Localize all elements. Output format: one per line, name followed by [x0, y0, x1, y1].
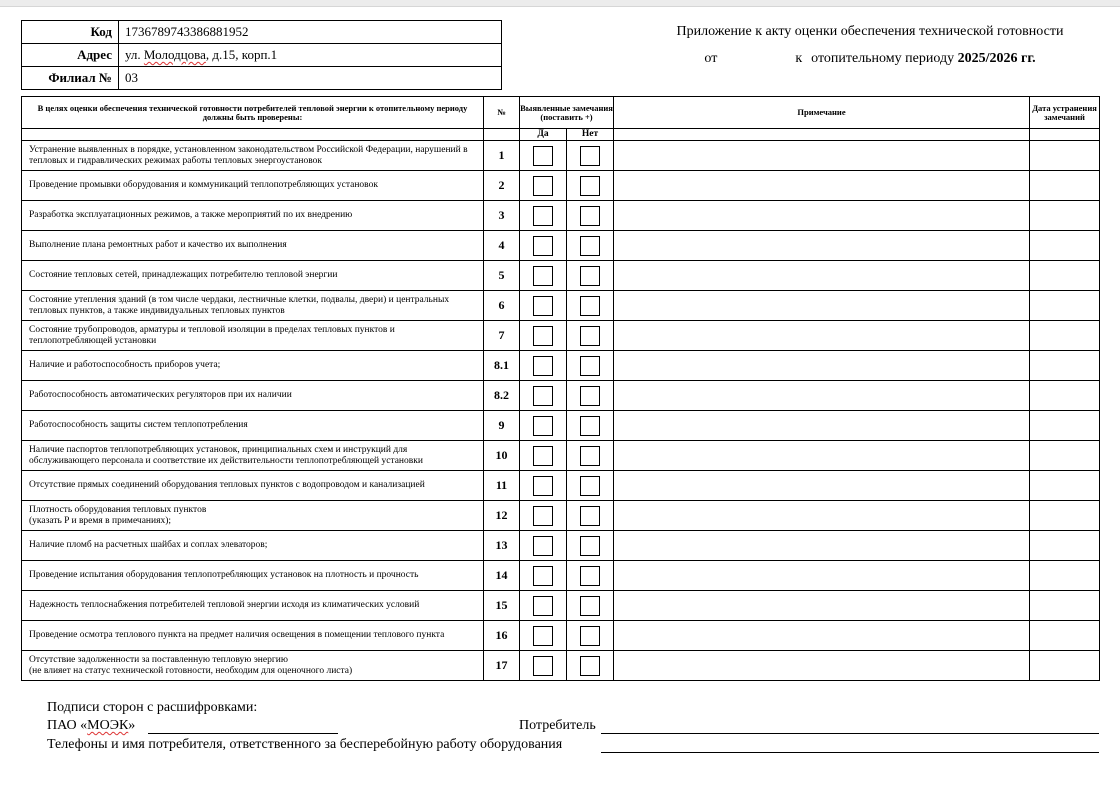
table-row	[22, 141, 1100, 171]
consumer-signature-line[interactable]	[601, 733, 1099, 734]
table-row	[22, 621, 1100, 651]
check-description	[22, 651, 484, 681]
checkbox-no[interactable]	[580, 656, 600, 676]
fix-date-cell[interactable]	[1030, 531, 1100, 561]
check-description-text: Наличие пломб на расчетных шайбах и соплах элеваторов;	[29, 540, 268, 550]
table-row	[22, 351, 1100, 381]
checkbox-yes[interactable]	[533, 296, 553, 316]
cell-yes	[520, 291, 567, 321]
check-number: 4	[484, 231, 520, 261]
table-row	[22, 411, 1100, 441]
org-name-text: МОЭК	[87, 718, 129, 733]
cell-yes	[520, 471, 567, 501]
cell-yes	[520, 351, 567, 381]
check-description-text: Отсутствие прямых соединений оборудования тепловых пунктов с водопроводом и канализацией	[29, 480, 425, 490]
note-cell[interactable]	[614, 321, 1030, 351]
fix-date-cell[interactable]	[1030, 141, 1100, 171]
subheader-row	[22, 129, 1100, 141]
note-cell[interactable]	[614, 141, 1030, 171]
appendix-subtitle	[620, 51, 1120, 67]
header-no: Нет	[567, 129, 614, 141]
checkbox-yes[interactable]	[533, 326, 553, 346]
check-number: 11	[484, 471, 520, 501]
checkbox-no[interactable]	[580, 356, 600, 376]
check-number: 15	[484, 591, 520, 621]
fix-date-cell[interactable]	[1030, 501, 1100, 531]
checkbox-no[interactable]	[580, 566, 600, 586]
cell-no	[567, 561, 614, 591]
check-number: 12	[484, 501, 520, 531]
note-cell[interactable]	[614, 591, 1030, 621]
check-description-text: Проведение промывки оборудования и коммуникаций теплопотребляющих установок	[29, 180, 378, 190]
check-description	[22, 291, 484, 321]
appendix-period-years: 2025/2026 гг.	[957, 51, 1036, 66]
cell-yes	[520, 561, 567, 591]
signatures-title: Подписи сторон с расшифровками:	[47, 700, 258, 715]
code-label: Код	[22, 21, 119, 44]
check-description	[22, 141, 484, 171]
check-description-text: Надежность теплоснабжения потребителей тепловой энергии исходя из климатических условий	[29, 600, 420, 610]
checkbox-no[interactable]	[580, 266, 600, 286]
check-description	[22, 261, 484, 291]
cell-yes	[520, 201, 567, 231]
header-note: Примечание	[614, 97, 1030, 129]
cell-no	[567, 471, 614, 501]
check-number: 6	[484, 291, 520, 321]
note-cell[interactable]	[614, 651, 1030, 681]
checkbox-yes[interactable]	[533, 536, 553, 556]
fix-date-cell[interactable]	[1030, 231, 1100, 261]
cell-yes	[520, 651, 567, 681]
note-cell[interactable]	[614, 441, 1030, 471]
header-number: №	[484, 97, 520, 129]
check-description-text: Отсутствие задолженности за поставленную тепловую энергию	[29, 654, 288, 665]
checkbox-no[interactable]	[580, 326, 600, 346]
note-cell[interactable]	[614, 261, 1030, 291]
org-prefix: ПАО «	[47, 718, 88, 733]
check-description-text: Работоспособность автоматических регуляторов при их наличии	[29, 390, 292, 400]
table-row	[22, 441, 1100, 471]
fix-date-cell[interactable]	[1030, 291, 1100, 321]
checkbox-no[interactable]	[580, 596, 600, 616]
check-number: 10	[484, 441, 520, 471]
info-row-code	[22, 21, 502, 44]
fix-date-cell[interactable]	[1030, 471, 1100, 501]
header-check: В целях оценки обеспечения технической готовности потребителей тепловой энергии к отопительному периоду должны быть проверены:	[22, 97, 484, 129]
fix-date-cell[interactable]	[1030, 171, 1100, 201]
subheader-empty	[22, 129, 484, 141]
checkbox-no[interactable]	[580, 446, 600, 466]
checkbox-no[interactable]	[580, 386, 600, 406]
address-house: , д.15, корп.1	[205, 47, 278, 62]
checkbox-yes[interactable]	[533, 146, 553, 166]
check-description-text: Наличие паспортов теплопотребляющих установок, принципиальных схем и инструкций для обслуживающего персонала и соответствие их действительности теплопотребляющей установки	[29, 444, 423, 466]
cell-yes	[520, 621, 567, 651]
check-number: 8.2	[484, 381, 520, 411]
fix-date-cell[interactable]	[1030, 261, 1100, 291]
checkbox-no[interactable]	[580, 416, 600, 436]
cell-no	[567, 171, 614, 201]
table-row	[22, 201, 1100, 231]
check-description	[22, 411, 484, 441]
cell-yes	[520, 171, 567, 201]
checkbox-no[interactable]	[580, 626, 600, 646]
checkbox-yes[interactable]	[533, 476, 553, 496]
check-number: 8.1	[484, 351, 520, 381]
check-description-note: (не влияет на статус технической готовности, необходим для оценочного листа)	[29, 665, 353, 676]
checklist-table	[21, 96, 1100, 681]
phones-label: Телефоны и имя потребителя, ответственного за бесперебойную работу оборудования	[47, 737, 563, 752]
address-value	[119, 44, 502, 67]
cell-no	[567, 591, 614, 621]
window-top-edge	[0, 0, 1120, 7]
check-description	[22, 381, 484, 411]
cell-no	[567, 261, 614, 291]
check-description-text: Проведение испытания оборудования теплопотребляющих установок на плотность и прочность	[29, 570, 419, 580]
check-description	[22, 621, 484, 651]
checkbox-yes[interactable]	[533, 626, 553, 646]
checkbox-no[interactable]	[580, 206, 600, 226]
check-description-text: Плотность оборудования тепловых пунктов	[29, 504, 207, 515]
check-description	[22, 351, 484, 381]
fix-date-cell[interactable]	[1030, 621, 1100, 651]
fix-date-cell[interactable]	[1030, 351, 1100, 381]
checkbox-yes[interactable]	[533, 596, 553, 616]
note-cell[interactable]	[614, 471, 1030, 501]
cell-yes	[520, 261, 567, 291]
cell-yes	[520, 501, 567, 531]
header-row	[22, 97, 1100, 129]
check-number: 17	[484, 651, 520, 681]
check-description-note: (указать P и время в примечаниях);	[29, 515, 172, 526]
header-fix-date: Дата устранения замечаний	[1030, 97, 1100, 129]
checkbox-yes[interactable]	[533, 506, 553, 526]
note-cell[interactable]	[614, 231, 1030, 261]
checkbox-yes[interactable]	[533, 446, 553, 466]
check-description	[22, 171, 484, 201]
check-description-text: Работоспособность защиты систем теплопотребления	[29, 420, 248, 430]
note-cell[interactable]	[614, 381, 1030, 411]
cell-no	[567, 381, 614, 411]
fix-date-cell[interactable]	[1030, 321, 1100, 351]
note-cell[interactable]	[614, 411, 1030, 441]
check-description-text: Устранение выявленных в порядке, установленном законодательством Российской Федерации, нарушений в тепловых и гидравлических режимах работы тепловых энергоустановок	[29, 144, 468, 166]
check-description-text: Состояние утепления зданий (в том числе чердаки, лестничные клетки, подвалы, двери) и центральных тепловых пунктов, а также индивидуальных тепловых пунктов	[29, 294, 450, 316]
fix-date-cell[interactable]	[1030, 201, 1100, 231]
cell-no	[567, 501, 614, 531]
checkbox-no[interactable]	[580, 296, 600, 316]
info-row-address	[22, 44, 502, 67]
consumer-label: Потребитель	[519, 718, 596, 733]
info-table	[21, 20, 502, 90]
table-row	[22, 531, 1100, 561]
check-description	[22, 471, 484, 501]
appendix-period-text: отопительному периоду	[811, 51, 955, 66]
cell-no	[567, 651, 614, 681]
cell-yes	[520, 531, 567, 561]
cell-no	[567, 621, 614, 651]
table-row	[22, 561, 1100, 591]
check-description	[22, 201, 484, 231]
cell-no	[567, 411, 614, 441]
note-cell[interactable]	[614, 351, 1030, 381]
org-signature-line[interactable]	[148, 733, 338, 734]
cell-no	[567, 321, 614, 351]
branch-value: 03	[119, 67, 502, 90]
address-street-name: Молодцова	[143, 47, 206, 62]
check-description-text: Выполнение плана ремонтных работ и качество их выполнения	[29, 240, 287, 250]
checkbox-yes[interactable]	[533, 416, 553, 436]
checkbox-yes[interactable]	[533, 386, 553, 406]
check-number: 2	[484, 171, 520, 201]
check-description	[22, 531, 484, 561]
table-row	[22, 321, 1100, 351]
checkbox-no[interactable]	[580, 146, 600, 166]
checkbox-yes[interactable]	[533, 566, 553, 586]
check-description-text: Состояние тепловых сетей, принадлежащих потребителю тепловой энергии	[29, 270, 338, 280]
cell-no	[567, 531, 614, 561]
checkbox-yes[interactable]	[533, 176, 553, 196]
org-suffix: »	[128, 718, 136, 733]
cell-yes	[520, 381, 567, 411]
note-cell[interactable]	[614, 621, 1030, 651]
check-description-text: Разработка эксплуатационных режимов, а также мероприятий по их внедрению	[29, 210, 353, 220]
note-cell[interactable]	[614, 561, 1030, 591]
cell-no	[567, 291, 614, 321]
checkbox-yes[interactable]	[533, 266, 553, 286]
checkbox-no[interactable]	[580, 176, 600, 196]
cell-yes	[520, 231, 567, 261]
cell-no	[567, 231, 614, 261]
fix-date-cell[interactable]	[1030, 591, 1100, 621]
note-cell[interactable]	[614, 201, 1030, 231]
cell-no	[567, 351, 614, 381]
check-description-text: Проведение осмотра теплового пункта на предмет наличия освещения в помещении теплового пункта	[29, 630, 445, 640]
note-cell[interactable]	[614, 501, 1030, 531]
subheader-empty	[1030, 129, 1100, 141]
table-row	[22, 231, 1100, 261]
cell-no	[567, 441, 614, 471]
check-number: 3	[484, 201, 520, 231]
checkbox-yes[interactable]	[533, 236, 553, 256]
fix-date-cell[interactable]	[1030, 411, 1100, 441]
check-description	[22, 561, 484, 591]
cell-yes	[520, 411, 567, 441]
cell-no	[567, 201, 614, 231]
check-description-text: Наличие и работоспособность приборов учета;	[29, 360, 221, 370]
check-number: 7	[484, 321, 520, 351]
cell-yes	[520, 441, 567, 471]
checkbox-yes[interactable]	[533, 656, 553, 676]
fix-date-cell[interactable]	[1030, 651, 1100, 681]
check-number: 5	[484, 261, 520, 291]
note-cell[interactable]	[614, 291, 1030, 321]
header-yes: Да	[520, 129, 567, 141]
checkbox-no[interactable]	[580, 236, 600, 256]
fix-date-cell[interactable]	[1030, 441, 1100, 471]
fix-date-cell[interactable]	[1030, 561, 1100, 591]
table-row	[22, 261, 1100, 291]
checkbox-no[interactable]	[580, 536, 600, 556]
check-description	[22, 321, 484, 351]
address-label: Адрес	[22, 44, 119, 67]
table-row	[22, 381, 1100, 411]
cell-yes	[520, 141, 567, 171]
checkbox-no[interactable]	[580, 476, 600, 496]
note-cell[interactable]	[614, 531, 1030, 561]
check-number: 13	[484, 531, 520, 561]
table-row	[22, 501, 1100, 531]
subheader-empty	[484, 129, 520, 141]
fix-date-cell[interactable]	[1030, 381, 1100, 411]
table-row	[22, 471, 1100, 501]
check-description	[22, 501, 484, 531]
appendix-from: от	[704, 51, 718, 66]
cell-yes	[520, 321, 567, 351]
check-number: 1	[484, 141, 520, 171]
check-number: 16	[484, 621, 520, 651]
org-name	[47, 718, 135, 734]
table-row	[22, 291, 1100, 321]
table-row	[22, 651, 1100, 681]
check-number: 9	[484, 411, 520, 441]
cell-yes	[520, 591, 567, 621]
cell-no	[567, 141, 614, 171]
check-number: 14	[484, 561, 520, 591]
checkbox-yes[interactable]	[533, 206, 553, 226]
code-value: 1736789743386881952	[119, 21, 502, 44]
address-street-prefix: ул.	[125, 47, 144, 62]
note-cell[interactable]	[614, 171, 1030, 201]
checkbox-no[interactable]	[580, 506, 600, 526]
header-remarks: Выявленные замечания (поставить +)	[520, 97, 614, 129]
appendix-title: Приложение к акту оценки обеспечения технической готовности	[676, 24, 1064, 39]
table-row	[22, 171, 1100, 201]
check-description	[22, 231, 484, 261]
branch-label: Филиал №	[22, 67, 119, 90]
appendix-to: к	[795, 51, 803, 66]
checkbox-yes[interactable]	[533, 356, 553, 376]
check-description	[22, 591, 484, 621]
check-description-text: Состояние трубопроводов, арматуры и тепловой изоляции в пределах тепловых пунктов и теплопотребляющей установки	[29, 324, 395, 346]
check-description	[22, 441, 484, 471]
info-row-branch	[22, 67, 502, 90]
table-row	[22, 591, 1100, 621]
subheader-empty	[614, 129, 1030, 141]
phones-line[interactable]	[601, 752, 1099, 753]
